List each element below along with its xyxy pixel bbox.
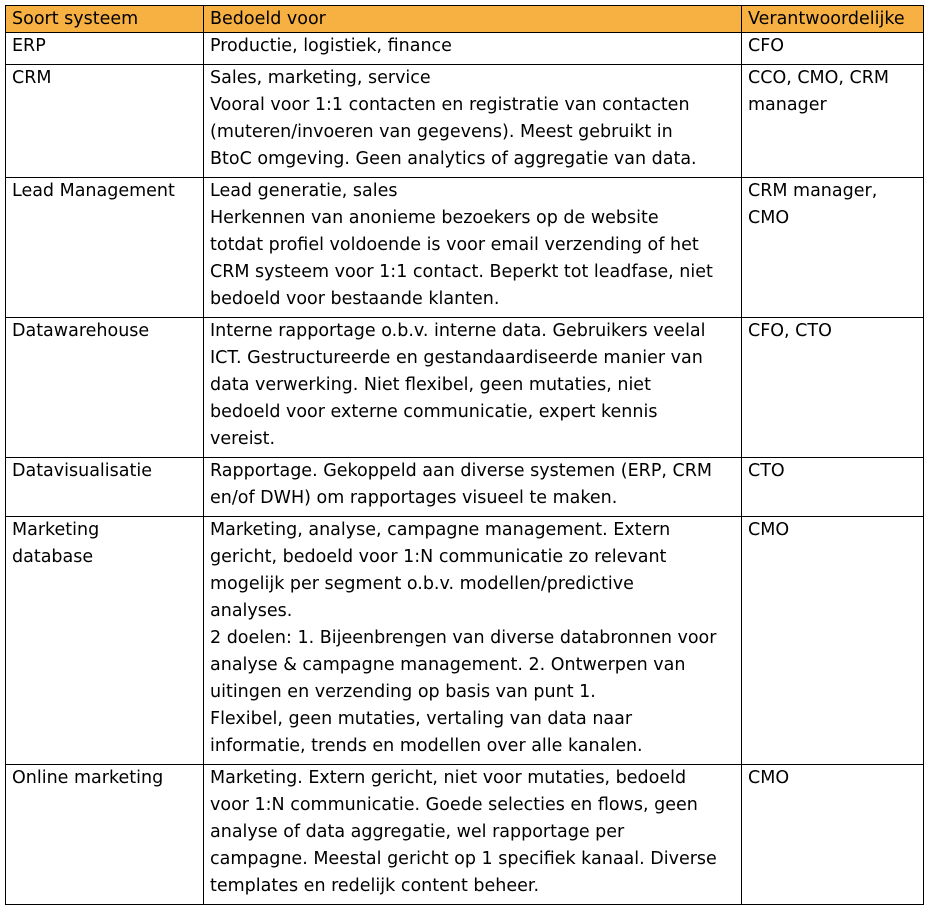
- cell-verantwoordelijke: [742, 765, 924, 905]
- cell-text-line: Herkennen van anonieme bezoekers op de website: [210, 208, 659, 228]
- systems-table: [5, 5, 924, 905]
- cell-text-line: CCO, CMO, CRM: [748, 68, 890, 88]
- cell-text-line: Lead generatie, sales: [210, 181, 398, 201]
- cell-text-line: ERP: [12, 36, 46, 56]
- cell-text-line: vereist.: [210, 429, 276, 449]
- cell-text-line: CFO, CTO: [748, 321, 832, 341]
- cell-text-line: BtoC omgeving. Geen analytics of aggregatie van data.: [210, 149, 697, 169]
- cell-text-line: CRM: [12, 68, 52, 88]
- header-bedoeld-voor: Bedoeld voor: [204, 6, 742, 33]
- cell-soort-systeem: [6, 178, 204, 318]
- cell-text-line: Vooral voor 1:1 contacten en registratie van contacten: [210, 95, 690, 115]
- table-row: [6, 458, 924, 517]
- cell-text-line: gericht, bedoeld voor 1:N communicatie zo relevant: [210, 547, 667, 567]
- cell-text-line: Lead Management: [12, 181, 175, 201]
- cell-text-line: Interne rapportage o.b.v. interne data. Gebruikers veelal: [210, 321, 706, 341]
- cell-text-line: CMO: [748, 208, 790, 228]
- cell-text-line: Productie, logistiek, finance: [210, 36, 452, 56]
- table-body: [6, 33, 924, 905]
- cell-text-line: uitingen en verzending op basis van punt 1.: [210, 682, 596, 702]
- cell-text-line: Rapportage. Gekoppeld aan diverse systemen (ERP, CRM: [210, 461, 712, 481]
- cell-text-line: 2 doelen: 1. Bijeenbrengen van diverse databronnen voor: [210, 628, 717, 648]
- cell-bedoeld-voor: [204, 178, 742, 318]
- cell-verantwoordelijke: [742, 458, 924, 517]
- cell-text-line: (muteren/invoeren van gegevens). Meest gebruikt in: [210, 122, 673, 142]
- cell-bedoeld-voor: [204, 458, 742, 517]
- cell-text-line: Datavisualisatie: [12, 461, 152, 481]
- cell-text-line: mogelijk per segment o.b.v. modellen/predictive: [210, 574, 634, 594]
- cell-text-line: en/of DWH) om rapportages visueel te maken.: [210, 488, 618, 508]
- cell-verantwoordelijke: [742, 65, 924, 178]
- cell-text-line: CTO: [748, 461, 785, 481]
- cell-text-line: CRM systeem voor 1:1 contact. Beperkt tot leadfase, niet: [210, 262, 713, 282]
- cell-text-line: templates en redelijk content beheer.: [210, 876, 540, 896]
- cell-text-line: Sales, marketing, service: [210, 68, 431, 88]
- cell-text-line: informatie, trends en modellen over alle kanalen.: [210, 736, 643, 756]
- cell-text-line: voor 1:N communicatie. Goede selecties en flows, geen: [210, 795, 698, 815]
- cell-text-line: ICT. Gestructureerde en gestandaardiseerde manier van: [210, 348, 703, 368]
- cell-text-line: CRM manager,: [748, 181, 878, 201]
- cell-bedoeld-voor: [204, 65, 742, 178]
- cell-text-line: analyses.: [210, 601, 293, 621]
- cell-soort-systeem: [6, 765, 204, 905]
- cell-bedoeld-voor: [204, 33, 742, 65]
- cell-verantwoordelijke: [742, 33, 924, 65]
- header-row: [6, 6, 924, 33]
- cell-bedoeld-voor: [204, 765, 742, 905]
- cell-text-line: analyse of data aggregatie, wel rapportage per: [210, 822, 625, 842]
- cell-text-line: database: [12, 547, 94, 567]
- cell-soort-systeem: [6, 517, 204, 765]
- cell-text-line: CFO: [748, 36, 785, 56]
- cell-text-line: manager: [748, 95, 827, 115]
- cell-soort-systeem: [6, 33, 204, 65]
- cell-soort-systeem: [6, 318, 204, 458]
- cell-verantwoordelijke: [742, 318, 924, 458]
- cell-text-line: bedoeld voor bestaande klanten.: [210, 289, 500, 309]
- cell-text-line: CMO: [748, 520, 790, 540]
- cell-soort-systeem: [6, 65, 204, 178]
- cell-text-line: CMO: [748, 768, 790, 788]
- cell-bedoeld-voor: [204, 517, 742, 765]
- header-verantwoordelijke: Verantwoordelijke: [742, 6, 924, 33]
- cell-text-line: Marketing, analyse, campagne management. Extern: [210, 520, 671, 540]
- cell-text-line: campagne. Meestal gericht op 1 specifiek kanaal. Diverse: [210, 849, 717, 869]
- cell-text-line: Datawarehouse: [12, 321, 150, 341]
- table-row: [6, 517, 924, 765]
- table-row: [6, 318, 924, 458]
- table-header: [6, 6, 924, 33]
- cell-text-line: analyse & campagne management. 2. Ontwerpen van: [210, 655, 686, 675]
- cell-text-line: Online marketing: [12, 768, 164, 788]
- header-soort-systeem: Soort systeem: [6, 6, 204, 33]
- cell-text-line: data verwerking. Niet flexibel, geen mutaties, niet: [210, 375, 651, 395]
- cell-text-line: Marketing. Extern gericht, niet voor mutaties, bedoeld: [210, 768, 687, 788]
- table-row: [6, 33, 924, 65]
- cell-text-line: Marketing: [12, 520, 100, 540]
- table-row: [6, 178, 924, 318]
- table-row: [6, 65, 924, 178]
- cell-text-line: Flexibel, geen mutaties, vertaling van data naar: [210, 709, 633, 729]
- cell-soort-systeem: [6, 458, 204, 517]
- cell-verantwoordelijke: [742, 178, 924, 318]
- cell-bedoeld-voor: [204, 318, 742, 458]
- cell-text-line: totdat profiel voldoende is voor email verzending of het: [210, 235, 699, 255]
- cell-verantwoordelijke: [742, 517, 924, 765]
- cell-text-line: bedoeld voor externe communicatie, expert kennis: [210, 402, 658, 422]
- table-row: [6, 765, 924, 905]
- page-edge-mark: [5, 872, 6, 878]
